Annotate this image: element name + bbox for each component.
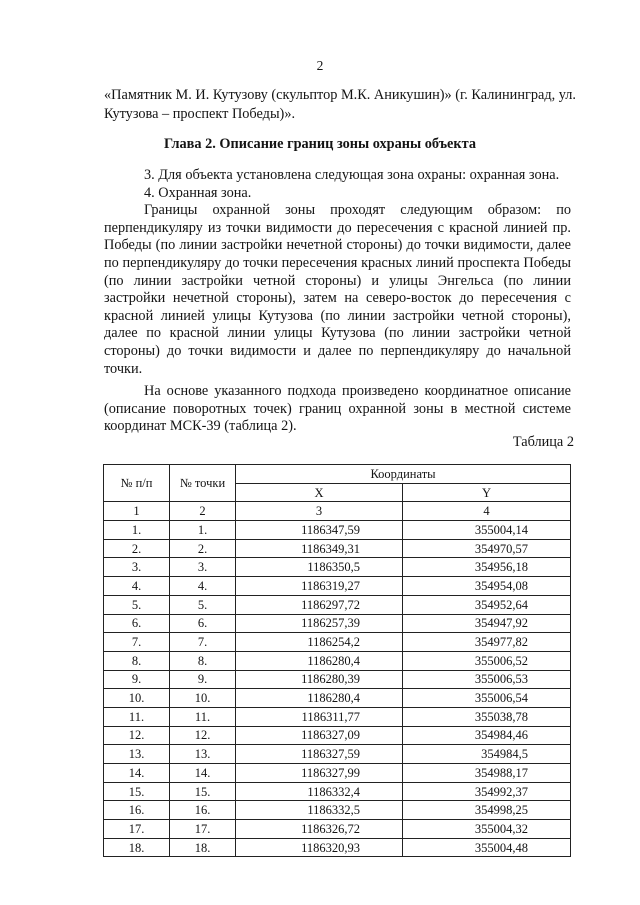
table-row <box>104 521 571 540</box>
cell-y: 354954,08 <box>403 577 571 596</box>
cell-x: 1186280,4 <box>236 651 403 670</box>
cell-x: 1186350,5 <box>236 558 403 577</box>
paragraph: Границы охранной зоны проходят следующим образом: по перпендикуляру из точки видимости до пересечения с красной линией пр. Победы (по линии застройки нечетной стороны) до точки видимости, далее по перпендикуляру до точки пересечения красных линий проспекта Победы (по линии застройки четной стороны) и улицы Энгельса (по линии застройки нечетной стороны), затем на северо-восток до пересечения с красной линией улицы Кутузова (по линии застройки четной стороны), далее по красной линии улицы Кутузова (по линии застройки четной стороны) до точки видимости и далее по перпендикуляру до начальной точки. <box>104 202 571 377</box>
cell-np: 4. <box>104 577 170 596</box>
table-row <box>104 670 571 689</box>
cell-np: 14. <box>104 764 170 783</box>
cell-np: 3. <box>104 558 170 577</box>
cell-y: 354984,46 <box>403 726 571 745</box>
cell-pt: 9. <box>170 670 236 689</box>
cell-y: 354970,57 <box>403 539 571 558</box>
cell-pt: 12. <box>170 726 236 745</box>
cell-x: 1186320,93 <box>236 838 403 857</box>
header-np: № п/п <box>104 465 170 502</box>
cell-np: 9. <box>104 670 170 689</box>
table-row <box>104 633 571 652</box>
cell-x: 1186349,31 <box>236 539 403 558</box>
cell-x: 1186297,72 <box>236 595 403 614</box>
cell-np: 18. <box>104 838 170 857</box>
cell-y: 355038,78 <box>403 707 571 726</box>
cell-np: 16. <box>104 801 170 820</box>
cell-x: 1186257,39 <box>236 614 403 633</box>
cell-y: 355004,48 <box>403 838 571 857</box>
table-row <box>104 539 571 558</box>
cell-np: 15. <box>104 782 170 801</box>
cell-pt: 10. <box>170 689 236 708</box>
cell-y: 355004,14 <box>403 521 571 540</box>
cell-pt: 11. <box>170 707 236 726</box>
cell-x: 1186327,09 <box>236 726 403 745</box>
table-row <box>104 820 571 839</box>
cell-np: 1. <box>104 521 170 540</box>
cell-np: 10. <box>104 689 170 708</box>
table-row <box>104 707 571 726</box>
cell-pt: 17. <box>170 820 236 839</box>
cell-y: 354984,5 <box>403 745 571 764</box>
object-title: «Памятник М. И. Кутузову (скульптор М.К. Аникушин)» (г. Калининград, ул. Кутузова – проспект Победы)». <box>104 87 576 122</box>
cell-pt: 13. <box>170 745 236 764</box>
page-number: 2 <box>316 58 324 73</box>
cell-pt: 4. <box>170 577 236 596</box>
table-row <box>104 558 571 577</box>
cell-y: 355006,52 <box>403 651 571 670</box>
coordinates-table <box>103 464 571 857</box>
cell-x: 1186280,4 <box>236 689 403 708</box>
paragraph: На основе указанного подхода произведено координатное описание (описание поворотных точек) границ охранной зоны в местной системе координат МСК-39 (таблица 2). <box>104 383 571 435</box>
table-caption: Таблица 2 <box>512 434 574 450</box>
cell-y: 354998,25 <box>403 801 571 820</box>
cell-np: 11. <box>104 707 170 726</box>
header-coords: Координаты <box>236 465 571 484</box>
cell-y: 354988,17 <box>403 764 571 783</box>
cell-x: 1186311,77 <box>236 707 403 726</box>
cell-y: 355006,54 <box>403 689 571 708</box>
cell-x: 1186347,59 <box>236 521 403 540</box>
table-row <box>104 745 571 764</box>
paragraph: 4. Охранная зона. <box>144 184 252 201</box>
cell-x: 1186326,72 <box>236 820 403 839</box>
cell-np: 2. <box>104 539 170 558</box>
cell-y: 354992,37 <box>403 782 571 801</box>
cell-y: 355006,53 <box>403 670 571 689</box>
cell-y: 354956,18 <box>403 558 571 577</box>
cell-pt: 1. <box>170 521 236 540</box>
cell-pt: 14. <box>170 764 236 783</box>
table-row <box>104 782 571 801</box>
cell-x: 1186319,27 <box>236 577 403 596</box>
cell-y: 354977,82 <box>403 633 571 652</box>
cell-np: 7. <box>104 633 170 652</box>
col-number-cell: 4 <box>403 502 571 521</box>
cell-pt: 15. <box>170 782 236 801</box>
cell-x: 1186254,2 <box>236 633 403 652</box>
cell-pt: 18. <box>170 838 236 857</box>
header-y: Y <box>403 483 571 502</box>
table-row <box>104 801 571 820</box>
cell-pt: 7. <box>170 633 236 652</box>
cell-np: 17. <box>104 820 170 839</box>
cell-np: 6. <box>104 614 170 633</box>
cell-y: 355004,32 <box>403 820 571 839</box>
cell-np: 13. <box>104 745 170 764</box>
table-row <box>104 577 571 596</box>
cell-x: 1186327,99 <box>236 764 403 783</box>
cell-pt: 8. <box>170 651 236 670</box>
cell-x: 1186332,4 <box>236 782 403 801</box>
cell-np: 12. <box>104 726 170 745</box>
col-number-cell: 1 <box>104 502 170 521</box>
header-point: № точки <box>170 465 236 502</box>
col-number-cell: 3 <box>236 502 403 521</box>
table-row <box>104 689 571 708</box>
cell-y: 354947,92 <box>403 614 571 633</box>
table-row <box>104 651 571 670</box>
table-row <box>104 595 571 614</box>
paragraph: 3. Для объекта установлена следующая зона охраны: охранная зона. <box>144 167 560 183</box>
table-row <box>104 614 571 633</box>
cell-pt: 2. <box>170 539 236 558</box>
table-row <box>104 726 571 745</box>
cell-pt: 6. <box>170 614 236 633</box>
cell-x: 1186327,59 <box>236 745 403 764</box>
col-number-cell: 2 <box>170 502 236 521</box>
cell-pt: 16. <box>170 801 236 820</box>
cell-y: 354952,64 <box>403 595 571 614</box>
header-x: X <box>236 483 403 502</box>
table-row <box>104 838 571 857</box>
body-text <box>104 167 571 436</box>
cell-x: 1186332,5 <box>236 801 403 820</box>
table-row <box>104 764 571 783</box>
cell-pt: 3. <box>170 558 236 577</box>
chapter-heading: Глава 2. Описание границ зоны охраны объекта <box>164 136 476 152</box>
cell-x: 1186280,39 <box>236 670 403 689</box>
cell-np: 8. <box>104 651 170 670</box>
cell-np: 5. <box>104 595 170 614</box>
cell-pt: 5. <box>170 595 236 614</box>
